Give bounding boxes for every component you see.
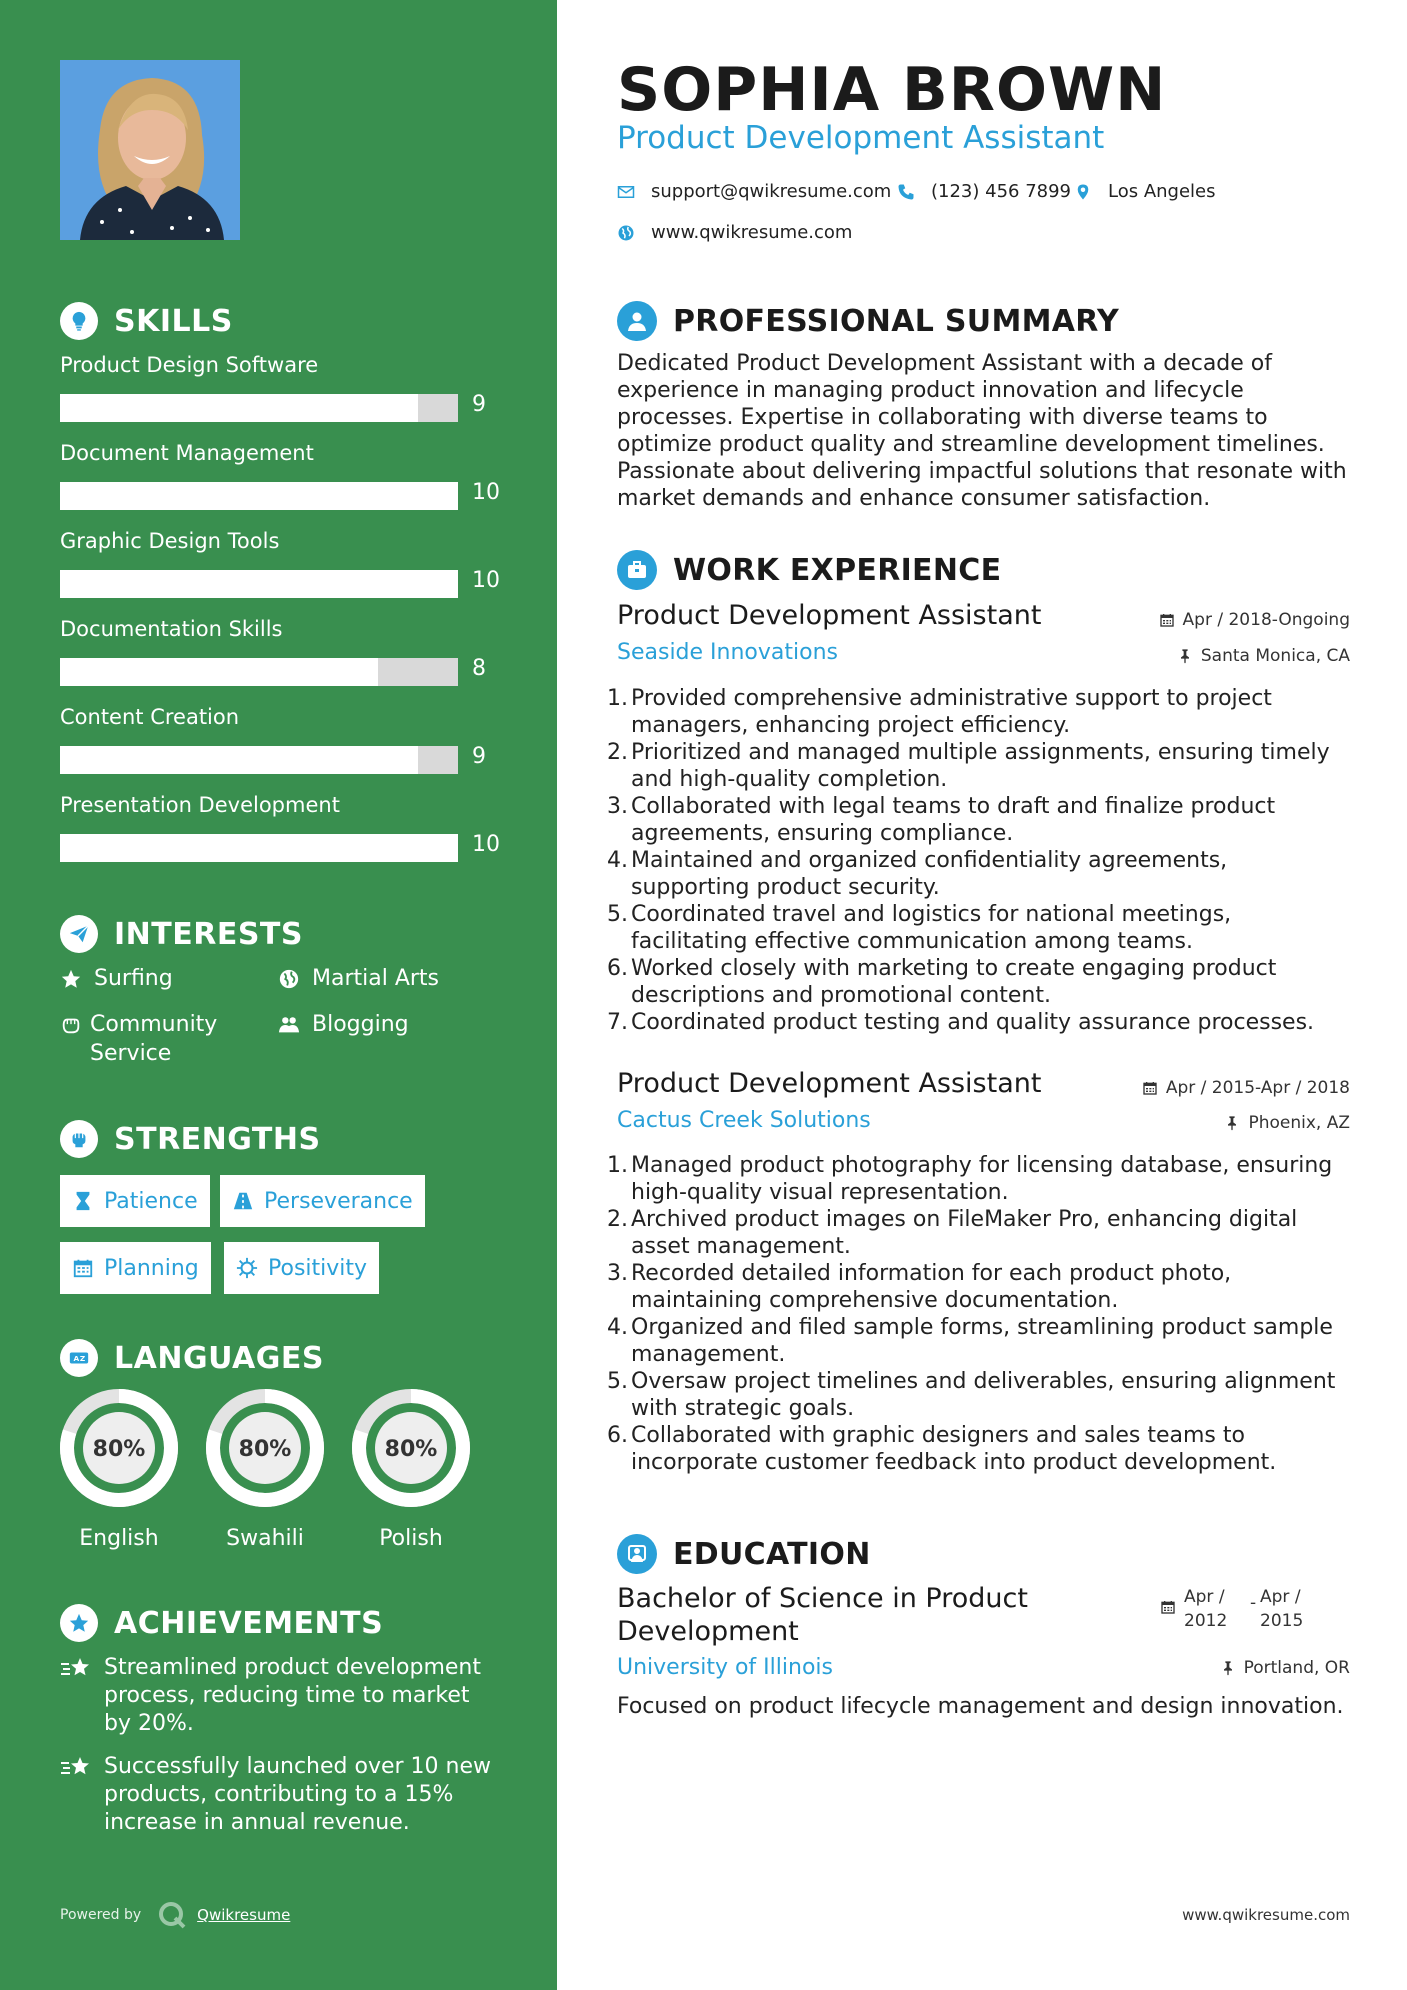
achievements-title: ACHIEVEMENTS bbox=[114, 1605, 384, 1641]
education-start: Apr / 2012 bbox=[1184, 1587, 1228, 1631]
user-icon bbox=[617, 301, 657, 341]
footer-website-link[interactable]: www.qwikresume.com bbox=[1182, 1906, 1350, 1924]
strength-tag bbox=[220, 1175, 425, 1227]
language-item bbox=[57, 1386, 181, 1551]
job-duties bbox=[607, 1152, 1352, 1476]
job-location bbox=[1177, 646, 1350, 666]
skill-bar-fill bbox=[60, 834, 458, 862]
skill-bar-fill bbox=[60, 394, 418, 422]
hand-icon bbox=[60, 1010, 82, 1039]
skill-bar bbox=[60, 570, 458, 598]
languages-heading bbox=[60, 1339, 324, 1377]
sun-icon bbox=[236, 1257, 258, 1279]
fist-icon bbox=[60, 1120, 98, 1158]
strength-tag bbox=[60, 1175, 210, 1227]
map-pin-icon bbox=[1074, 183, 1092, 201]
strength-label: Positivity bbox=[268, 1255, 368, 1281]
candidate-name: SOPHIA BROWN bbox=[617, 55, 1167, 125]
skill-name: Product Design Software bbox=[60, 353, 319, 377]
job-dates bbox=[1159, 610, 1350, 630]
job-duties bbox=[607, 685, 1352, 1036]
qwikresume-link[interactable]: Qwikresume bbox=[197, 1906, 291, 1924]
road-icon bbox=[232, 1190, 254, 1212]
sidebar bbox=[0, 0, 557, 1990]
website-text: www.qwikresume.com bbox=[651, 222, 853, 243]
list-item: 5. Oversaw project timelines and deliverables, ensuring alignment with strategic goals. bbox=[607, 1369, 1336, 1421]
profile-photo bbox=[60, 60, 240, 240]
skill-item bbox=[60, 438, 500, 512]
job-company: Cactus Creek Solutions bbox=[617, 1108, 871, 1133]
skill-level: 10 bbox=[472, 832, 500, 857]
education-description: Focused on product lifecycle management and design innovation. bbox=[617, 1694, 1344, 1719]
powered-by bbox=[60, 1900, 290, 1930]
calendar-icon bbox=[1159, 612, 1175, 628]
skill-bar bbox=[60, 658, 458, 686]
interests-title: INTERESTS bbox=[114, 916, 303, 952]
candidate-title: Product Development Assistant bbox=[617, 120, 1105, 156]
language-item bbox=[349, 1386, 473, 1551]
svg-text:A: A bbox=[73, 1354, 80, 1364]
calendar-icon bbox=[1160, 1599, 1176, 1615]
strength-tag bbox=[60, 1242, 211, 1294]
list-item: 3. Collaborated with legal teams to draft and finalize product agreements, ensuring compliance. bbox=[607, 794, 1276, 846]
education-date-separator: - bbox=[1250, 1593, 1257, 1613]
achievement-text: Successfully launched over 10 new products, contributing to a 15% increase in annual revenue. bbox=[104, 1754, 492, 1835]
skill-level: 9 bbox=[472, 392, 486, 417]
list-item: 4. Organized and filed sample forms, streamlining product sample management. bbox=[607, 1315, 1333, 1367]
job-role: Product Development Assistant bbox=[617, 600, 1042, 631]
list-item: 6. Worked closely with marketing to create engaging product descriptions and promotional content. bbox=[607, 956, 1277, 1008]
pushpin-icon bbox=[1177, 648, 1193, 664]
list-item: 6. Collaborated with graphic designers and sales teams to incorporate customer feedback into product development. bbox=[607, 1423, 1277, 1475]
list-item: 2. Archived product images on FileMaker Pro, enhancing digital asset management. bbox=[607, 1207, 1298, 1259]
languages-title: LANGUAGES bbox=[114, 1340, 324, 1376]
skill-bar-fill bbox=[60, 658, 378, 686]
language-donut bbox=[57, 1386, 181, 1510]
job-location bbox=[1224, 1113, 1350, 1133]
interest-item bbox=[60, 964, 173, 993]
strengths-heading bbox=[60, 1120, 321, 1158]
skill-bar bbox=[60, 746, 458, 774]
list-item: 5. Coordinated travel and logistics for national meetings, facilitating effective communication among teams. bbox=[607, 902, 1232, 954]
graduation-icon bbox=[617, 1534, 657, 1574]
lightbulb-icon bbox=[60, 302, 98, 340]
users-icon bbox=[278, 1010, 304, 1039]
skill-name: Documentation Skills bbox=[60, 617, 283, 641]
skill-bar-fill bbox=[60, 746, 418, 774]
list-item: 7. Coordinated product testing and quality assurance processes. bbox=[607, 1010, 1315, 1035]
achievement-item bbox=[60, 1753, 500, 1837]
contact-website[interactable] bbox=[617, 222, 852, 243]
pushpin-icon bbox=[1220, 1660, 1236, 1676]
list-item: 4. Maintained and organized confidentiality agreements, supporting product security. bbox=[607, 848, 1228, 900]
education-dates bbox=[1160, 1585, 1326, 1633]
job-company: Seaside Innovations bbox=[617, 640, 838, 665]
skill-level: 8 bbox=[472, 656, 486, 681]
language-percent: 80% bbox=[384, 1437, 438, 1462]
language-name: Polish bbox=[379, 1526, 443, 1551]
star-icon bbox=[60, 964, 86, 993]
skill-name: Presentation Development bbox=[60, 793, 340, 817]
skill-level: 9 bbox=[472, 744, 486, 769]
phone-icon bbox=[897, 183, 915, 201]
skill-level: 10 bbox=[472, 568, 500, 593]
summary-title: PROFESSIONAL SUMMARY bbox=[673, 303, 1120, 339]
avatar bbox=[60, 60, 240, 240]
contact-phone[interactable] bbox=[897, 181, 1071, 202]
list-item: 3. Recorded detailed information for each product photo, maintaining comprehensive documentation. bbox=[607, 1261, 1232, 1313]
education-location bbox=[1220, 1658, 1350, 1678]
hourglass-icon bbox=[72, 1190, 94, 1212]
job-dates-text: Apr / 2018-Ongoing bbox=[1182, 610, 1350, 630]
calendar-icon bbox=[72, 1257, 94, 1279]
achievements-heading bbox=[60, 1604, 383, 1642]
education-location-text: Portland, OR bbox=[1243, 1658, 1350, 1678]
skill-bar bbox=[60, 482, 458, 510]
interest-label: Blogging bbox=[312, 1012, 409, 1037]
interest-item bbox=[60, 1010, 250, 1068]
job-role: Product Development Assistant bbox=[617, 1068, 1042, 1099]
language-item bbox=[203, 1386, 327, 1551]
skill-item bbox=[60, 614, 500, 688]
svg-text:Z: Z bbox=[79, 1354, 86, 1364]
main-content bbox=[557, 0, 1407, 1990]
skill-bar-fill bbox=[60, 482, 458, 510]
summary-heading bbox=[617, 301, 1119, 341]
location-text: Los Angeles bbox=[1108, 181, 1216, 202]
skill-item bbox=[60, 526, 500, 600]
contact-email[interactable] bbox=[617, 181, 891, 202]
skills-heading bbox=[60, 302, 233, 340]
work-heading bbox=[617, 550, 1001, 590]
phone-text: (123) 456 7899 bbox=[931, 181, 1072, 202]
job-dates bbox=[1142, 1078, 1350, 1098]
language-donut bbox=[203, 1386, 327, 1510]
envelope-icon bbox=[617, 183, 635, 201]
skill-name: Graphic Design Tools bbox=[60, 529, 280, 553]
skill-level: 10 bbox=[472, 480, 500, 505]
strength-tag bbox=[224, 1242, 379, 1294]
skills-title: SKILLS bbox=[114, 303, 233, 339]
strength-label: Perseverance bbox=[264, 1188, 413, 1214]
education-end: Apr / 2015 bbox=[1260, 1587, 1304, 1631]
list-item: 2. Prioritized and managed multiple assignments, ensuring timely and high-quality completion. bbox=[607, 740, 1330, 792]
language-name: Swahili bbox=[226, 1526, 304, 1551]
calendar-icon bbox=[1142, 1080, 1158, 1096]
education-school: University of Illinois bbox=[617, 1655, 833, 1680]
education-title: EDUCATION bbox=[673, 1536, 871, 1572]
language-percent: 80% bbox=[238, 1437, 292, 1462]
job-dates-text: Apr / 2015-Apr / 2018 bbox=[1165, 1078, 1350, 1098]
strengths-title: STRENGTHS bbox=[114, 1121, 321, 1157]
paper-plane-icon bbox=[60, 915, 98, 953]
globe-icon bbox=[617, 224, 635, 242]
strength-label: Patience bbox=[104, 1188, 198, 1214]
achievement-text: Streamlined product development process, reducing time to market by 20%. bbox=[104, 1655, 481, 1736]
skill-bar bbox=[60, 394, 458, 422]
shooting-star-icon bbox=[60, 1755, 94, 1789]
shooting-star-icon bbox=[60, 1656, 94, 1690]
interest-item bbox=[278, 1010, 409, 1039]
skill-bar-fill bbox=[60, 570, 458, 598]
pushpin-icon bbox=[1224, 1115, 1240, 1131]
job-location-text: Santa Monica, CA bbox=[1200, 646, 1350, 666]
interest-label: Community Service bbox=[90, 1012, 218, 1066]
interest-label: Surfing bbox=[94, 966, 173, 991]
language-percent: 80% bbox=[92, 1437, 146, 1462]
language-icon bbox=[60, 1339, 98, 1377]
language-donut bbox=[349, 1386, 473, 1510]
interests-heading bbox=[60, 915, 303, 953]
skill-item bbox=[60, 702, 500, 776]
language-name: English bbox=[79, 1526, 159, 1551]
qwikresume-logo-icon bbox=[157, 1900, 187, 1930]
skill-name: Content Creation bbox=[60, 705, 240, 729]
briefcase-icon bbox=[617, 550, 657, 590]
powered-by-label: Powered by bbox=[60, 1907, 142, 1923]
list-item: 1. Managed product photography for licensing database, ensuring high-quality visual representation. bbox=[607, 1153, 1333, 1205]
contact-location bbox=[1074, 181, 1216, 202]
interest-label: Martial Arts bbox=[312, 966, 440, 991]
achievement-item bbox=[60, 1654, 500, 1738]
skill-bar bbox=[60, 834, 458, 862]
work-title: WORK EXPERIENCE bbox=[673, 552, 1002, 588]
job-location-text: Phoenix, AZ bbox=[1248, 1113, 1350, 1133]
skill-name: Document Management bbox=[60, 441, 314, 465]
education-heading bbox=[617, 1534, 871, 1574]
list-item: 1. Provided comprehensive administrative support to project managers, enhancing project efficiency. bbox=[607, 686, 1272, 738]
star-badge-icon bbox=[60, 1604, 98, 1642]
globe-icon bbox=[278, 964, 304, 993]
skill-item bbox=[60, 350, 500, 424]
email-text: support@qwikresume.com bbox=[651, 181, 892, 202]
skill-item bbox=[60, 790, 500, 864]
strength-label: Planning bbox=[104, 1255, 199, 1281]
summary-text: Dedicated Product Development Assistant with a decade of experience in managing product innovation and lifecycle processes. Expertise in collaborating with diverse teams to optimize product quality and streamline development timelines. Passionate about delivering impactful solutions that resonate with market demands and enhance consumer satisfaction. bbox=[617, 351, 1347, 511]
education-degree: Bachelor of Science in Product Development bbox=[617, 1583, 1028, 1647]
interest-item bbox=[278, 964, 439, 993]
